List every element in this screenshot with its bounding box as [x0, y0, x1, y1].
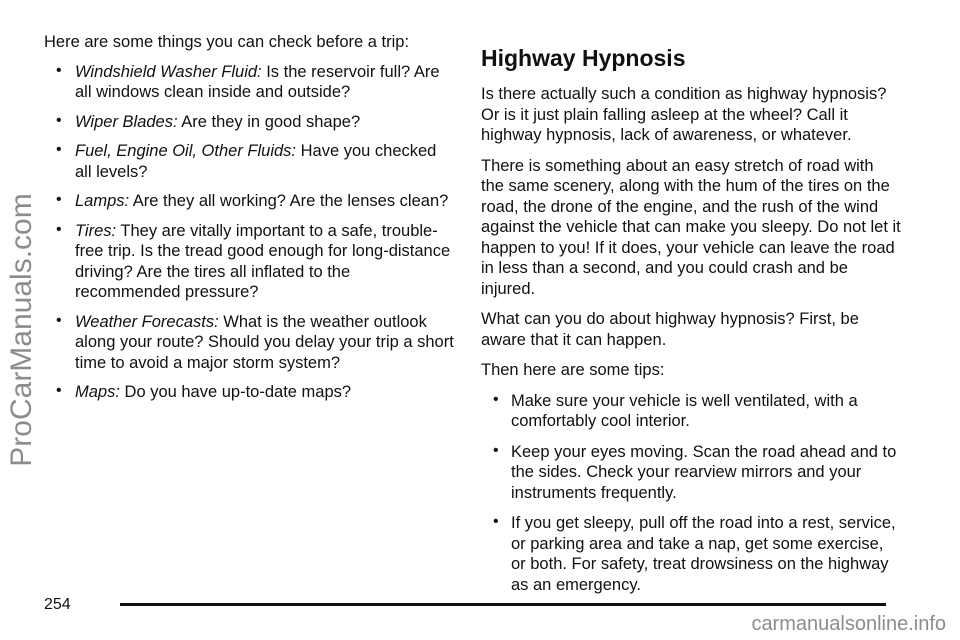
checklist — [44, 62, 454, 403]
item-text: Are they all working? Are the lenses clean? — [129, 192, 449, 210]
tip-item — [481, 391, 901, 432]
tip-text: Make sure your vehicle is well ventilated, with a comfortably cool interior. — [511, 391, 858, 430]
bullet-icon: • — [493, 441, 499, 459]
tip-text: Keep your eyes moving. Scan the road ahead and to the sides. Check your rearview mirrors and your instruments frequently. — [511, 442, 897, 502]
footer-rule — [120, 603, 886, 606]
item-text: What is the weather outlook along your route? Should you delay your trip a short time to avoid a major storm system? — [75, 312, 454, 372]
bullet-icon: • — [56, 111, 62, 129]
tip-item — [481, 442, 901, 504]
checklist-item — [44, 141, 454, 182]
bullet-icon: • — [56, 220, 62, 238]
bullet-icon: • — [493, 513, 499, 530]
paragraph: There is something about an easy stretch of road with the same scenery, along with the hum of the tires on the road, the drone of the engine, and the rush of the wind against the vehicle that can make you sleepy. Do not let it happen to you! If it does, your vehicle can leave the road in less than a second, and you could crash and be injured. — [481, 156, 901, 298]
item-term: Weather Forecasts: — [75, 312, 219, 331]
bullet-icon: • — [493, 390, 499, 408]
tip-text: If you get sleepy, pull off the road into a rest, service, or parking area and take a nap, get some exercise, or both. For safety, treat drowsiness on the highway as an emergency. — [511, 514, 896, 594]
left-column — [44, 32, 454, 412]
item-text: Do you have up-to-date maps? — [119, 383, 352, 401]
item-text: Have you checked all levels? — [75, 142, 437, 181]
item-text: Are they in good shape? — [177, 112, 361, 131]
right-column — [481, 32, 901, 605]
side-watermark-text: ProCarManuals.com — [5, 193, 38, 467]
checklist-item — [44, 221, 454, 303]
item-term: Windshield Washer Fluid: — [75, 62, 262, 81]
item-term: Lamps: — [75, 192, 130, 210]
item-text: Is the reservoir full? Are all windows clean inside and outside? — [75, 62, 440, 101]
item-term: Wiper Blades: — [75, 112, 178, 131]
checklist-item — [44, 382, 454, 403]
checklist-item — [44, 62, 454, 103]
tips-list — [481, 391, 901, 596]
item-text: They are vitally important to a safe, trouble-free trip. Is the tread good enough for long-distance driving? Are the tires all inflated to the recommended pressure? — [75, 221, 451, 301]
bullet-icon: • — [56, 382, 62, 399]
checklist-item — [44, 191, 454, 212]
item-term: Fuel, Engine Oil, Other Fluids: — [75, 142, 297, 160]
bullet-icon: • — [56, 141, 62, 158]
checklist-intro: Here are some things you can check before a trip: — [44, 33, 410, 51]
tip-item — [481, 513, 901, 595]
paragraph: Then here are some tips: — [481, 361, 665, 379]
bullet-icon: • — [56, 311, 62, 329]
paragraph: Is there actually such a condition as highway hypnosis? Or is it just plain falling asleep at the wheel? Call it highway hypnosis, lack of awareness, or whatever. — [481, 85, 887, 144]
checklist-item — [44, 112, 454, 133]
checklist-item — [44, 312, 454, 374]
page-number: 254 — [44, 596, 71, 613]
item-term: Maps: — [75, 383, 120, 401]
item-term: Tires: — [75, 221, 117, 240]
footer-watermark: carmanualsonline.info — [751, 613, 946, 635]
bullet-icon: • — [56, 61, 62, 79]
section-heading: Highway Hypnosis — [481, 45, 686, 71]
bullet-icon: • — [56, 191, 62, 208]
paragraph: What can you do about highway hypnosis? First, be aware that it can happen. — [481, 310, 859, 349]
